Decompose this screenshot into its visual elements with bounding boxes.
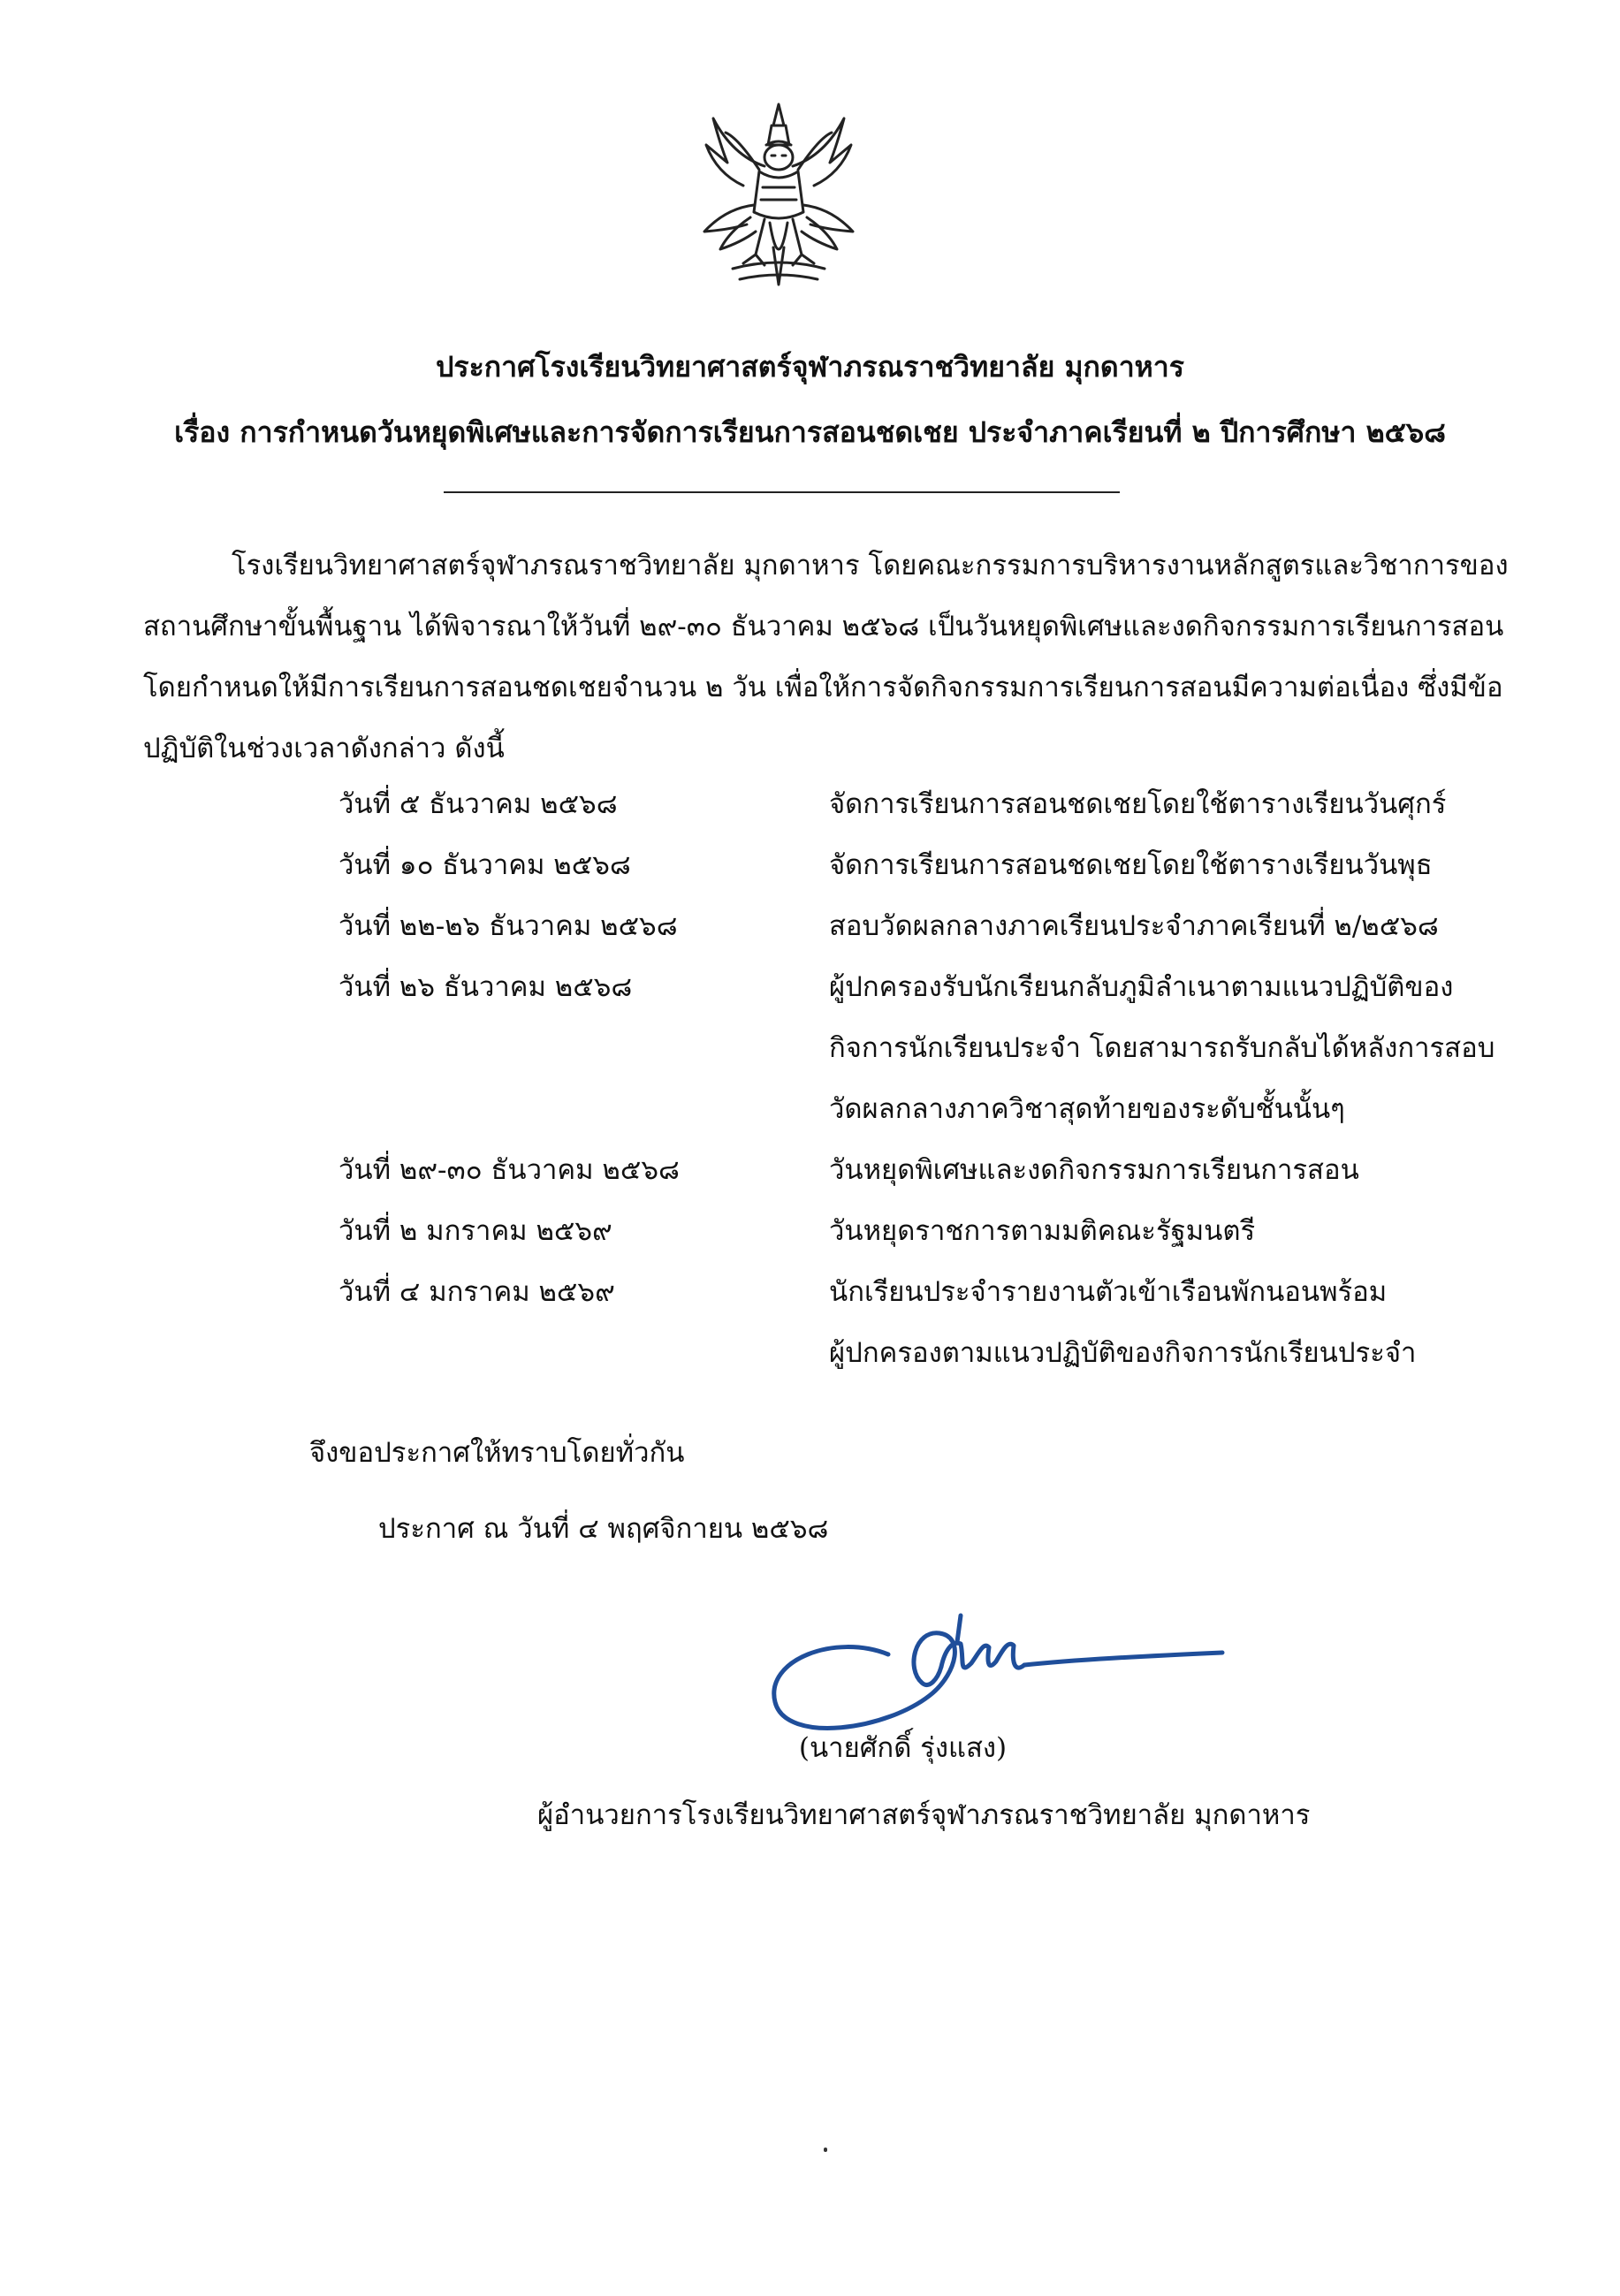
garuda-emblem-icon — [694, 99, 863, 295]
activity-line: กิจการนักเรียนประจำ โดยสามารถรับกลับได้หลังการสอบ — [829, 1032, 1495, 1064]
activity-line: วันหยุดราชการตามมติคณะรัฐมนตรี — [829, 1215, 1256, 1247]
schedule-date: วันที่ ๒๒-๒๖ ธันวาคม ๒๕๖๘ — [338, 910, 678, 942]
activity-line: นักเรียนประจำรายงานตัวเข้าเรือนพักนอนพร้อม — [829, 1276, 1388, 1308]
schedule-row — [338, 835, 1487, 896]
schedule-activity — [829, 1140, 1487, 1201]
schedule-activity — [829, 774, 1487, 835]
schedule-activity — [829, 835, 1487, 896]
activity-line: จัดการเรียนการสอนชดเชยโดยใช้ตารางเรียนวันศุกร์ — [829, 788, 1447, 820]
schedule-row — [338, 1262, 1487, 1384]
schedule-date: วันที่ ๑๐ ธันวาคม ๒๕๖๘ — [338, 849, 631, 881]
body-line: ปฏิบัติในช่วงเวลาดังกล่าว ดังนี้ — [143, 733, 505, 764]
body-line: สถานศึกษาขั้นพื้นฐาน ได้พิจารณาให้วันที่ ๒๙-๓๐ ธันวาคม ๒๕๖๘ เป็นวันหยุดพิเศษและงดกิจกรรมการเรียนการสอน — [143, 611, 1504, 642]
activity-line: สอบวัดผลกลางภาคเรียนประจำภาคเรียนที่ ๒/๒๕๖๘ — [829, 910, 1439, 942]
activity-line: ผู้ปกครองรับนักเรียนกลับภูมิลำเนาตามแนวปฏิบัติของ — [829, 971, 1454, 1003]
schedule-row — [338, 1140, 1487, 1201]
schedule-date: วันที่ ๒๖ ธันวาคม ๒๕๖๘ — [338, 971, 633, 1003]
activity-line: จัดการเรียนการสอนชดเชยโดยใช้ตารางเรียนวันพุธ — [829, 849, 1433, 881]
schedule-row — [338, 957, 1495, 1140]
schedule-date: วันที่ ๒ มกราคม ๒๕๖๙ — [338, 1215, 612, 1247]
issue-date: ประกาศ ณ วันที่ ๔ พฤศจิกายน ๒๕๖๘ — [378, 1513, 829, 1545]
schedule-activity — [829, 1262, 1487, 1384]
activity-line: ผู้ปกครองตามแนวปฏิบัติของกิจการนักเรียนประจำ — [829, 1337, 1417, 1369]
body-line: โดยกำหนดให้มีการเรียนการสอนชดเชยจำนวน ๒ วัน เพื่อให้การจัดกิจกรรมการเรียนการสอนมีความต่อเนื่อง ซึ่งมีข้อ — [143, 672, 1503, 703]
schedule-activity — [829, 957, 1495, 1140]
signer-name: (นายศักดิ์ รุ่งแสง) — [798, 1732, 1008, 1764]
schedule-activity — [829, 1201, 1487, 1262]
title-divider — [444, 491, 1120, 493]
body-paragraph — [143, 536, 1522, 779]
schedule-activity — [829, 896, 1487, 957]
activity-line: วัดผลกลางภาควิชาสุดท้ายของระดับชั้นนั้นๆ — [829, 1093, 1345, 1125]
schedule-date: วันที่ ๔ มกราคม ๒๕๖๙ — [338, 1276, 615, 1308]
activity-line: วันหยุดพิเศษและงดกิจกรรมการเรียนการสอน — [829, 1154, 1359, 1186]
schedule-row — [338, 1201, 1487, 1262]
scan-speck — [824, 2148, 827, 2152]
closing-statement: จึงขอประกาศให้ทราบโดยทั่วกัน — [309, 1437, 685, 1469]
announcement-subject: เรื่อง การกำหนดวันหยุดพิเศษและการจัดการเรียนการสอนชดเชย ประจำภาคเรียนที่ ๒ ปีการศึกษา ๒๕๖๘ — [174, 415, 1446, 449]
body-line: โรงเรียนวิทยาศาสตร์จุฬาภรณราชวิทยาลัย มุกดาหาร โดยคณะกรรมการบริหารงานหลักสูตรและวิชาการของ — [232, 550, 1509, 582]
schedule-row — [338, 774, 1487, 835]
signer-position: ผู้อำนวยการโรงเรียนวิทยาศาสตร์จุฬาภรณราชวิทยาลัย มุกดาหาร — [537, 1799, 1311, 1831]
schedule-row — [338, 896, 1487, 957]
schedule-list — [338, 774, 1495, 1384]
schedule-date: วันที่ ๒๙-๓๐ ธันวาคม ๒๕๖๘ — [338, 1154, 680, 1186]
announcement-title: ประกาศโรงเรียนวิทยาศาสตร์จุฬาภรณราชวิทยาลัย มุกดาหาร — [436, 350, 1184, 384]
schedule-date: วันที่ ๕ ธันวาคม ๒๕๖๘ — [338, 788, 618, 820]
